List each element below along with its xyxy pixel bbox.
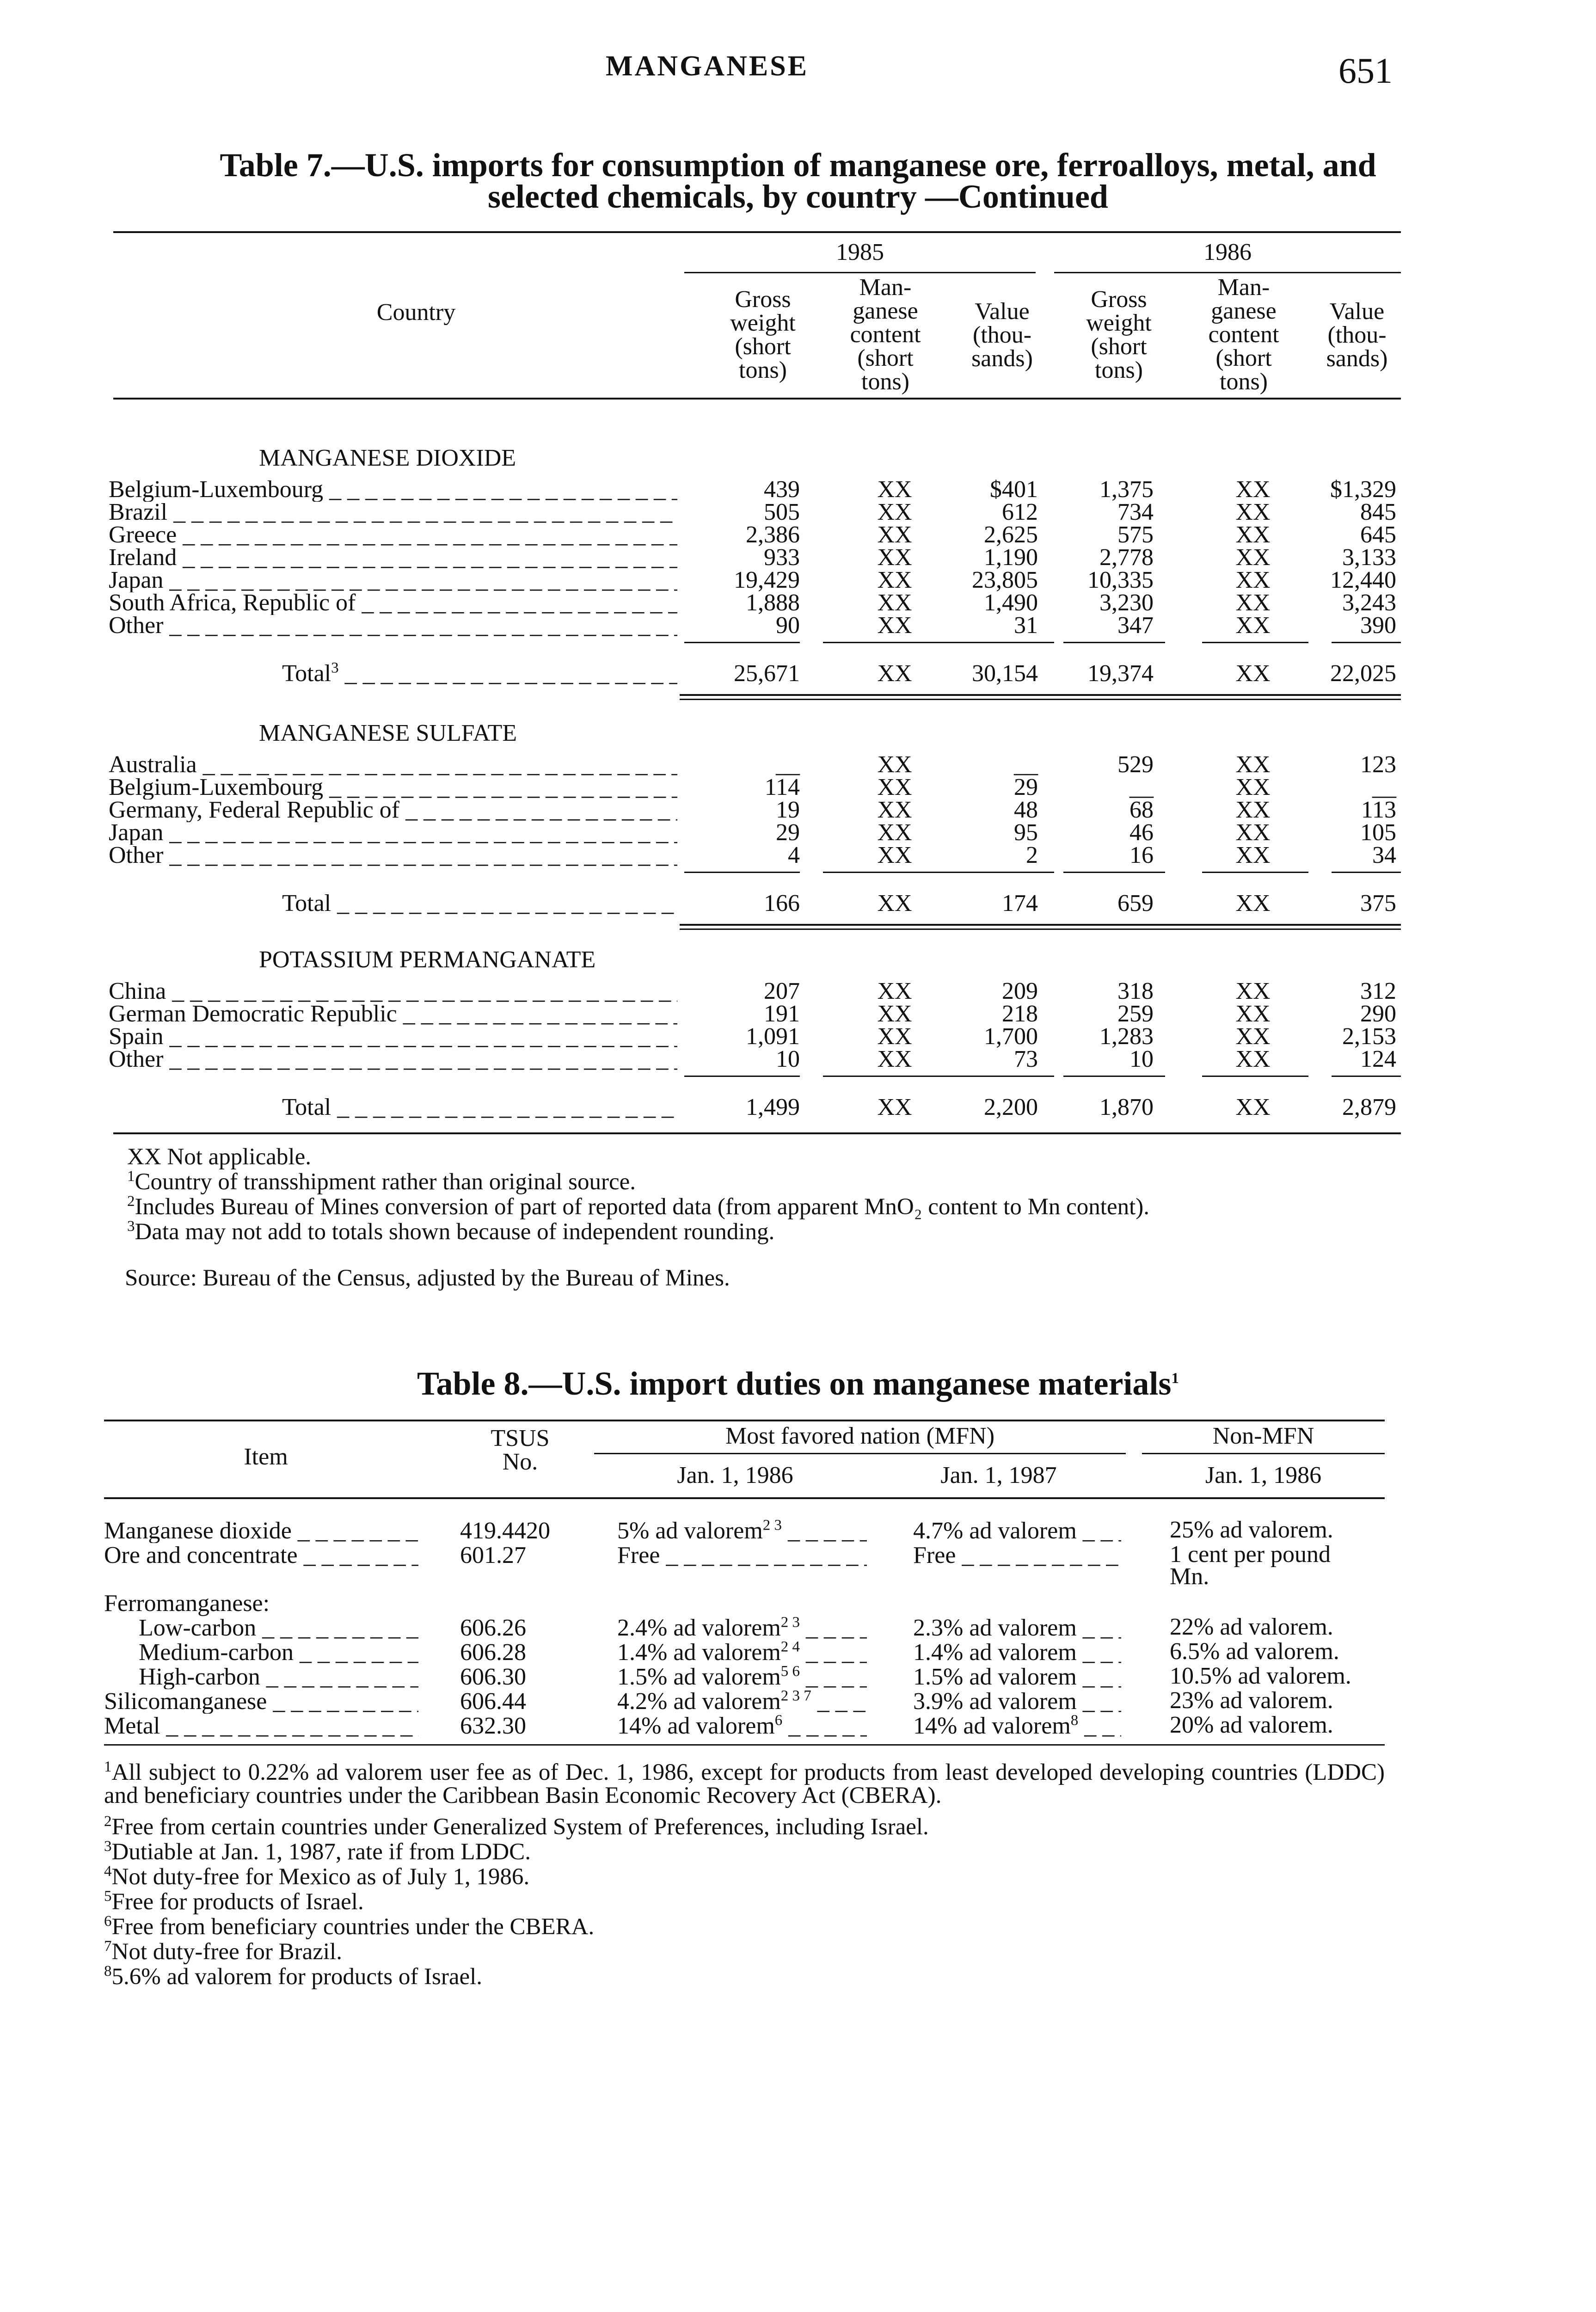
data-cell: XX bbox=[877, 819, 912, 846]
data-cell: 10,335 bbox=[1087, 567, 1154, 593]
item-label: High-carbon _ _ _ bbox=[139, 1665, 418, 1689]
table7-footnote bbox=[127, 1144, 1399, 1170]
page-number: 651 bbox=[1338, 50, 1393, 91]
mfn-1986-text: 4.2% ad valorem bbox=[617, 1690, 781, 1714]
table8-footnote bbox=[104, 1940, 1385, 1963]
total-cell: 30,154 bbox=[972, 660, 1038, 687]
mfn-1986-text: Free bbox=[617, 1543, 660, 1568]
table7-title-line1: Table 7.—U.S. imports for consumption of manganese ore, ferroalloys, metal, and bbox=[220, 147, 1376, 184]
data-cell: 209 bbox=[1002, 978, 1038, 1004]
total-cell: 174 bbox=[1002, 890, 1038, 916]
tsus-number: 419.4420 bbox=[460, 1518, 550, 1544]
total-rule bbox=[823, 872, 962, 873]
data-cell: XX bbox=[877, 1001, 912, 1027]
data-cell: XX bbox=[1235, 567, 1271, 593]
table8-footnote bbox=[104, 1815, 1385, 1839]
data-cell: 3,133 bbox=[1342, 544, 1396, 571]
data-cell: __ bbox=[1129, 774, 1154, 800]
data-cell: 259 bbox=[1117, 1001, 1154, 1027]
table7-source: Source: Bureau of the Census, adjusted by the Bureau of Mines. bbox=[125, 1265, 730, 1291]
tsus-number: 632.30 bbox=[460, 1713, 526, 1739]
mfn-1986-text: 1.5% ad valorem bbox=[617, 1665, 781, 1689]
col-country: Country bbox=[376, 299, 456, 326]
footnote-text: Free from certain countries under Generalized System of Preferences, including Israel. bbox=[111, 1814, 929, 1840]
row-label: Australia _ _ _ bbox=[109, 753, 677, 777]
data-cell: 1,375 bbox=[1099, 476, 1154, 503]
row-label: Belgium-Luxembourg _ _ _ bbox=[109, 478, 677, 502]
data-cell: 439 bbox=[764, 476, 800, 503]
footnote-text: Free from beneficiary countries under the CBERA. bbox=[111, 1914, 595, 1940]
total-cell: 19,374 bbox=[1087, 660, 1154, 687]
data-cell: 1,283 bbox=[1099, 1023, 1154, 1050]
table7-footnote bbox=[127, 1219, 1399, 1245]
section-double-rule bbox=[680, 694, 1401, 696]
data-cell: 29 bbox=[1014, 774, 1038, 800]
total-cell: XX bbox=[1235, 890, 1271, 916]
data-cell: XX bbox=[877, 590, 912, 616]
data-cell: XX bbox=[1235, 751, 1271, 778]
mfn-1986-text: 2.4% ad valorem bbox=[617, 1616, 781, 1640]
mfn-1986 bbox=[617, 1665, 867, 1689]
row-label: German Democratic Republic _ _ _ bbox=[109, 1002, 677, 1026]
row-label: Other _ _ _ bbox=[109, 614, 677, 638]
data-cell: 34 bbox=[1372, 842, 1396, 868]
col-tsus: TSUS No. bbox=[491, 1425, 550, 1475]
mfn-rule bbox=[594, 1453, 1126, 1454]
total-rule bbox=[962, 642, 1054, 643]
data-cell: 12,440 bbox=[1330, 567, 1396, 593]
data-cell: 318 bbox=[1117, 978, 1154, 1004]
table8-top-rule bbox=[104, 1420, 1385, 1421]
table8-footnote bbox=[104, 1965, 1385, 1988]
footnote-number: 3 bbox=[127, 1218, 135, 1235]
total-cell: 25,671 bbox=[734, 660, 800, 687]
data-cell: 529 bbox=[1117, 751, 1154, 778]
year1985-rule bbox=[684, 272, 1036, 273]
footnote-number: 2 bbox=[127, 1193, 135, 1210]
footnote-text: Dutiable at Jan. 1, 1987, rate if from LDDC. bbox=[111, 1839, 531, 1865]
footnote-text: Includes Bureau of Mines conversion of part of reported data (from apparent MnO₂ content to Mn content). bbox=[135, 1194, 1150, 1220]
total-label bbox=[282, 892, 677, 916]
total-rule bbox=[1202, 872, 1308, 873]
mfn-1986-footnote-ref: 2 4 bbox=[780, 1641, 800, 1655]
table8-footnote bbox=[104, 1915, 1385, 1938]
col-mfn: Most favored nation (MFN) bbox=[725, 1423, 995, 1449]
total-rule bbox=[684, 872, 800, 873]
data-cell: 2,625 bbox=[984, 522, 1038, 548]
data-cell: 347 bbox=[1117, 612, 1154, 639]
data-cell: 312 bbox=[1360, 978, 1396, 1004]
total-label bbox=[282, 662, 677, 686]
mfn-1987 bbox=[913, 1641, 1121, 1665]
data-cell: XX bbox=[1235, 476, 1271, 503]
footnote-number: 5 bbox=[104, 1888, 112, 1905]
table7-footnote bbox=[127, 1169, 1399, 1195]
data-cell: 19,429 bbox=[734, 567, 800, 593]
tsus-number: 601.27 bbox=[460, 1542, 526, 1568]
total-cell: 166 bbox=[764, 890, 800, 916]
row-label: Other _ _ _ bbox=[109, 1047, 677, 1071]
total-cell: XX bbox=[877, 890, 912, 916]
col-mn-1986: Man- ganese content (short tons) bbox=[1208, 274, 1279, 395]
mfn-1987 bbox=[913, 1616, 1121, 1640]
total-cell: 22,025 bbox=[1330, 660, 1396, 687]
data-cell: XX bbox=[1235, 1023, 1271, 1050]
data-cell: 612 bbox=[1002, 499, 1038, 525]
total-cell: XX bbox=[877, 1094, 912, 1120]
table7-top-rule bbox=[113, 231, 1401, 233]
data-cell: 113 bbox=[1361, 797, 1396, 823]
data-cell: 23,805 bbox=[972, 567, 1038, 593]
row-label: Ireland _ _ _ bbox=[109, 546, 677, 570]
data-cell: 90 bbox=[776, 612, 800, 639]
data-cell: 4 bbox=[788, 842, 800, 868]
mfn-1986 bbox=[617, 1543, 867, 1568]
data-cell: 29 bbox=[776, 819, 800, 846]
col-non-mfn-jan-1986: Jan. 1, 1986 bbox=[1205, 1462, 1322, 1488]
col-year-1985: 1985 bbox=[836, 239, 884, 265]
table7-title-line2: selected chemicals, by country —Continued bbox=[488, 178, 1108, 215]
data-cell: 645 bbox=[1360, 522, 1396, 548]
non-mfn-1986: 1 cent per pound Mn. bbox=[1170, 1541, 1331, 1590]
tsus-number: 606.30 bbox=[460, 1664, 526, 1690]
data-cell: 16 bbox=[1129, 842, 1154, 868]
data-cell: 123 bbox=[1360, 751, 1396, 778]
mfn-1987-text: 4.7% ad valorem bbox=[913, 1519, 1077, 1543]
data-cell: 1,700 bbox=[984, 1023, 1038, 1050]
mfn-1986 bbox=[617, 1690, 867, 1714]
table8-bottom-rule bbox=[104, 1744, 1385, 1746]
data-cell: XX bbox=[1235, 1046, 1271, 1072]
total-rule bbox=[1332, 642, 1401, 643]
nonmfn-rule bbox=[1142, 1453, 1385, 1454]
total-cell: XX bbox=[877, 660, 912, 687]
data-cell: 46 bbox=[1129, 819, 1154, 846]
tsus-number: 606.26 bbox=[460, 1615, 526, 1641]
total-rule bbox=[823, 642, 962, 643]
year1986-rule bbox=[1054, 272, 1401, 273]
data-cell: 2,778 bbox=[1099, 544, 1154, 571]
non-mfn-1986: 25% ad valorem. bbox=[1170, 1517, 1333, 1543]
mfn-1987-text: 3.9% ad valorem bbox=[913, 1690, 1077, 1714]
footnote-text: XX Not applicable. bbox=[127, 1144, 311, 1170]
footnote-text: 5.6% ad valorem for products of Israel. bbox=[111, 1964, 483, 1990]
item-label: Silicomanganese _ _ _ bbox=[104, 1690, 418, 1714]
mfn-1986 bbox=[617, 1616, 867, 1640]
data-cell: $401 bbox=[990, 476, 1038, 503]
data-cell: 218 bbox=[1002, 1001, 1038, 1027]
data-cell: 1,490 bbox=[984, 590, 1038, 616]
data-cell: 68 bbox=[1129, 797, 1154, 823]
data-cell: 10 bbox=[1129, 1046, 1154, 1072]
footnote-text: Free for products of Israel. bbox=[111, 1889, 364, 1915]
col-mn-1985: Man- ganese content (short tons) bbox=[850, 274, 921, 395]
data-cell: 207 bbox=[764, 978, 800, 1004]
data-cell: XX bbox=[877, 567, 912, 593]
data-cell: 105 bbox=[1360, 819, 1396, 846]
table8-footnote bbox=[104, 1761, 1385, 1807]
mfn-1986-footnote-ref: 2 3 bbox=[762, 1519, 782, 1534]
tsus-number: 606.44 bbox=[460, 1688, 526, 1715]
mfn-1987 bbox=[913, 1665, 1121, 1689]
total-rule bbox=[823, 1076, 962, 1077]
mfn-1986-footnote-ref: 6 bbox=[774, 1714, 783, 1729]
col-value-1986: Value (thou- sands) bbox=[1326, 298, 1388, 372]
total-label-text: Total bbox=[282, 892, 331, 916]
data-cell: 1,190 bbox=[984, 544, 1038, 571]
mfn-1987 bbox=[913, 1690, 1121, 1714]
data-cell: XX bbox=[1235, 797, 1271, 823]
data-cell: XX bbox=[1235, 819, 1271, 846]
mfn-1986-footnote-ref: 2 3 bbox=[780, 1616, 800, 1631]
data-cell: XX bbox=[877, 544, 912, 571]
section-heading: MANGANESE SULFATE bbox=[259, 720, 517, 746]
total-label-text: Total bbox=[282, 662, 331, 686]
footnote-text: Not duty-free for Brazil. bbox=[111, 1939, 342, 1965]
total-cell: 2,879 bbox=[1342, 1094, 1396, 1120]
footnote-number: 8 bbox=[104, 1963, 112, 1980]
total-rule bbox=[684, 1076, 800, 1077]
footnote-text: Data may not add to totals shown because of independent rounding. bbox=[135, 1219, 775, 1245]
mfn-1987 bbox=[913, 1543, 1121, 1568]
col-value-1985: Value (thou- sands) bbox=[971, 298, 1033, 372]
footnote-text: All subject to 0.22% ad valorem user fee as of Dec. 1, 1986, except for products from least developed developing countries (LDDC) and beneficiary countries under the Caribbean Basin Economic Recovery Act (CBERA). bbox=[104, 1759, 1385, 1808]
row-label: Other _ _ _ bbox=[109, 843, 677, 867]
running-title: MANGANESE bbox=[606, 50, 809, 82]
data-cell: XX bbox=[1235, 522, 1271, 548]
total-label-text: Total bbox=[282, 1095, 331, 1119]
table7-footnote bbox=[127, 1194, 1399, 1220]
data-cell: 933 bbox=[764, 544, 800, 571]
data-cell: XX bbox=[1235, 544, 1271, 571]
data-cell: 1,091 bbox=[746, 1023, 800, 1050]
col-item: Item bbox=[244, 1444, 288, 1470]
section-double-rule bbox=[680, 928, 1401, 930]
data-cell: XX bbox=[877, 476, 912, 503]
data-cell: 95 bbox=[1014, 819, 1038, 846]
row-label: Germany, Federal Republic of _ _ _ bbox=[109, 798, 677, 822]
data-cell: XX bbox=[1235, 774, 1271, 800]
data-cell: XX bbox=[1235, 590, 1271, 616]
data-cell: 2,153 bbox=[1342, 1023, 1396, 1050]
col-gross-1985: Gross weight (short tons) bbox=[730, 286, 796, 383]
mfn-1986 bbox=[617, 1641, 867, 1665]
data-cell: XX bbox=[877, 522, 912, 548]
mfn-1986-footnote-ref: 2 3 7 bbox=[780, 1690, 811, 1704]
mfn-1986 bbox=[617, 1519, 867, 1543]
footnote-number: 4 bbox=[104, 1863, 112, 1880]
non-mfn-1986: 23% ad valorem. bbox=[1170, 1687, 1333, 1714]
data-cell: 31 bbox=[1014, 612, 1038, 639]
mfn-1986-text: 5% ad valorem bbox=[617, 1519, 763, 1543]
data-cell: XX bbox=[877, 751, 912, 778]
mfn-1987-text: 1.4% ad valorem bbox=[913, 1641, 1077, 1665]
total-cell: XX bbox=[1235, 660, 1271, 687]
footnote-number: 1 bbox=[104, 1759, 112, 1775]
footnote-number: 6 bbox=[104, 1913, 112, 1930]
row-label: Spain _ _ _ bbox=[109, 1025, 677, 1049]
total-rule bbox=[684, 642, 800, 643]
col-mfn-jan-1986: Jan. 1, 1986 bbox=[677, 1462, 793, 1488]
col-non-mfn: Non-MFN bbox=[1212, 1423, 1314, 1449]
col-mfn-jan-1987: Jan. 1, 1987 bbox=[940, 1462, 1057, 1488]
footnote-text: Not duty-free for Mexico as of July 1, 1986. bbox=[111, 1864, 530, 1890]
mfn-1987-footnote-ref: 8 bbox=[1070, 1714, 1079, 1729]
table8-title-text: Table 8.—U.S. import duties on manganese materials bbox=[417, 1365, 1172, 1402]
item-label: Ore and concentrate _ _ _ bbox=[104, 1543, 418, 1568]
total-label bbox=[282, 1095, 677, 1119]
total-rule bbox=[962, 1076, 1054, 1077]
non-mfn-1986: 6.5% ad valorem. bbox=[1170, 1638, 1339, 1665]
item-label: Metal _ _ _ bbox=[104, 1714, 418, 1738]
data-cell: XX bbox=[1235, 978, 1271, 1004]
total-rule bbox=[1063, 872, 1165, 873]
data-cell: __ bbox=[1014, 751, 1038, 778]
mfn-1986-footnote-ref: 5 6 bbox=[780, 1665, 800, 1680]
total-cell: 659 bbox=[1117, 890, 1154, 916]
table8-footnote bbox=[104, 1840, 1385, 1863]
table8-title-sup: 1 bbox=[1171, 1370, 1179, 1387]
item-label: Medium-carbon _ _ _ bbox=[139, 1641, 418, 1665]
mfn-1986-text: 1.4% ad valorem bbox=[617, 1641, 781, 1665]
data-cell: XX bbox=[877, 1046, 912, 1072]
data-cell: XX bbox=[877, 1023, 912, 1050]
mfn-1987-text: 2.3% ad valorem bbox=[913, 1616, 1077, 1640]
total-rule bbox=[1332, 1076, 1401, 1077]
row-label: China _ _ _ bbox=[109, 979, 677, 1003]
footnote-number: 7 bbox=[104, 1938, 112, 1955]
item-label: Manganese dioxide _ _ _ bbox=[104, 1519, 418, 1543]
data-cell: 290 bbox=[1360, 1001, 1396, 1027]
table7-head-rule bbox=[113, 398, 1401, 400]
data-cell: XX bbox=[877, 774, 912, 800]
col-year-1986: 1986 bbox=[1203, 239, 1252, 265]
footnote-number: 3 bbox=[104, 1838, 112, 1855]
data-cell: 124 bbox=[1360, 1046, 1396, 1072]
row-label: Brazil _ _ _ bbox=[109, 500, 677, 524]
table8-footnote bbox=[104, 1890, 1385, 1913]
mfn-1987 bbox=[913, 1519, 1121, 1543]
data-cell: 845 bbox=[1360, 499, 1396, 525]
data-cell: __ bbox=[1372, 774, 1396, 800]
mfn-1987-text: Free bbox=[913, 1543, 956, 1568]
section-double-rule bbox=[680, 924, 1401, 926]
data-cell: 3,230 bbox=[1099, 590, 1154, 616]
data-cell: 575 bbox=[1117, 522, 1154, 548]
row-label: Greece _ _ _ bbox=[109, 523, 677, 547]
data-cell: XX bbox=[1235, 612, 1271, 639]
total-cell: 375 bbox=[1360, 890, 1396, 916]
total-cell: 2,200 bbox=[984, 1094, 1038, 1120]
row-label: Japan _ _ _ bbox=[109, 568, 677, 592]
total-rule bbox=[1063, 642, 1165, 643]
mfn-1986-text: 14% ad valorem bbox=[617, 1714, 775, 1738]
mfn-1987-text: 1.5% ad valorem bbox=[913, 1665, 1077, 1689]
data-cell: XX bbox=[1235, 842, 1271, 868]
data-cell: $1,329 bbox=[1330, 476, 1396, 503]
table8-footnote bbox=[104, 1865, 1385, 1888]
table8-title bbox=[0, 1362, 1596, 1405]
data-cell: XX bbox=[877, 978, 912, 1004]
footnote-number: 1 bbox=[127, 1168, 135, 1185]
data-cell: 505 bbox=[764, 499, 800, 525]
data-cell: 48 bbox=[1014, 797, 1038, 823]
data-cell: 191 bbox=[764, 1001, 800, 1027]
data-cell: 1,888 bbox=[746, 590, 800, 616]
data-cell: 73 bbox=[1014, 1046, 1038, 1072]
mfn-1987-text: 14% ad valorem bbox=[913, 1714, 1071, 1738]
data-cell: XX bbox=[877, 797, 912, 823]
data-cell: XX bbox=[877, 842, 912, 868]
data-cell: __ bbox=[776, 751, 800, 778]
row-label: Japan _ _ _ bbox=[109, 821, 677, 845]
data-cell: 734 bbox=[1117, 499, 1154, 525]
total-rule bbox=[962, 872, 1054, 873]
data-cell: 10 bbox=[776, 1046, 800, 1072]
total-footnote-ref: 3 bbox=[331, 662, 339, 676]
data-cell: XX bbox=[1235, 499, 1271, 525]
total-rule bbox=[1332, 872, 1401, 873]
data-cell: 390 bbox=[1360, 612, 1396, 639]
section-heading: POTASSIUM PERMANGANATE bbox=[259, 947, 596, 973]
data-cell: 2 bbox=[1026, 842, 1038, 868]
data-cell: 3,243 bbox=[1342, 590, 1396, 616]
table7-bottom-rule bbox=[113, 1132, 1401, 1134]
data-cell: 114 bbox=[764, 774, 800, 800]
row-label: South Africa, Republic of _ _ _ bbox=[109, 591, 677, 615]
tsus-number: 606.28 bbox=[460, 1639, 526, 1666]
total-rule bbox=[1063, 1076, 1165, 1077]
data-cell: XX bbox=[877, 499, 912, 525]
row-label: Belgium-Luxembourg _ _ _ bbox=[109, 775, 677, 799]
total-rule bbox=[1202, 1076, 1308, 1077]
item-label: Low-carbon _ _ _ bbox=[139, 1616, 418, 1640]
total-cell: XX bbox=[1235, 1094, 1271, 1120]
footnote-text: Country of transshipment rather than original source. bbox=[135, 1169, 636, 1195]
mfn-1986 bbox=[617, 1714, 867, 1738]
table8-head-rule bbox=[104, 1497, 1385, 1499]
data-cell: 19 bbox=[776, 797, 800, 823]
data-cell: 2,386 bbox=[746, 522, 800, 548]
non-mfn-1986: 10.5% ad valorem. bbox=[1170, 1663, 1351, 1689]
data-cell: XX bbox=[877, 612, 912, 639]
total-cell: 1,870 bbox=[1099, 1094, 1154, 1120]
total-rule bbox=[1202, 642, 1308, 643]
section-double-rule bbox=[680, 699, 1401, 700]
data-cell: XX bbox=[1235, 1001, 1271, 1027]
non-mfn-1986: 22% ad valorem. bbox=[1170, 1614, 1333, 1640]
col-gross-1986: Gross weight (short tons) bbox=[1086, 286, 1152, 383]
footnote-number: 2 bbox=[104, 1813, 112, 1830]
total-cell: 1,499 bbox=[746, 1094, 800, 1120]
mfn-1987 bbox=[913, 1714, 1121, 1738]
group-label: Ferromanganese: bbox=[104, 1590, 270, 1617]
section-heading: MANGANESE DIOXIDE bbox=[259, 445, 516, 471]
non-mfn-1986: 20% ad valorem. bbox=[1170, 1712, 1333, 1738]
